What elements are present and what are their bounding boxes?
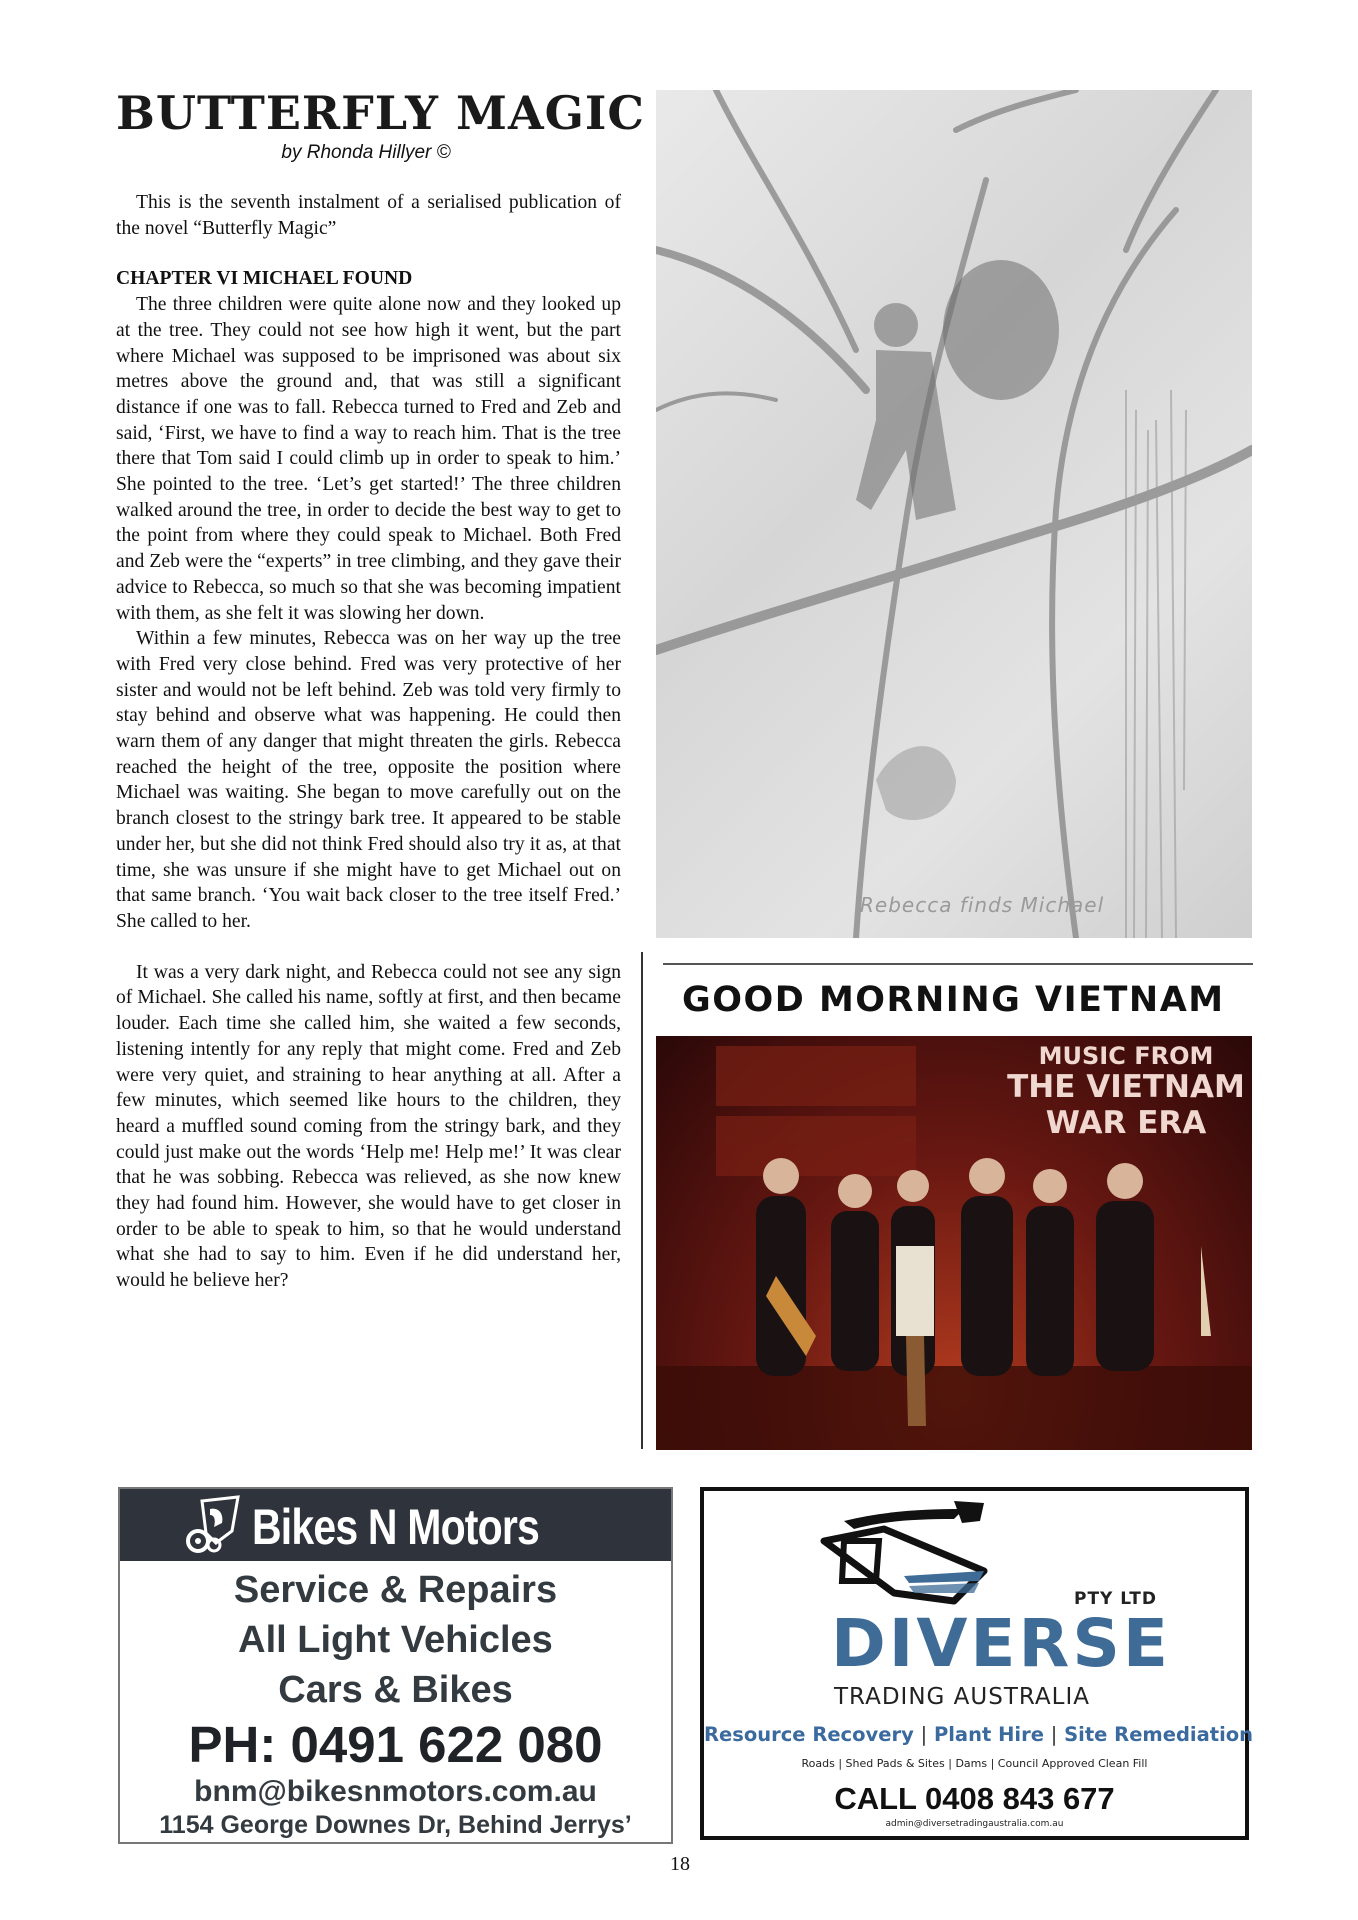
ad-header-bar	[120, 1489, 671, 1561]
body-paragraph: Within a few minutes, Rebecca was on her way up the tree with Fred very close behind. Fred was very protective of her sister and would not be left behind. Zeb was told very firmly to stay behind and observe what was happening. He could then warn them of any danger that might threaten the girls. Rebecca reached the height of the tree, opposite the position where Michael was waiting. She began to move carefully out on the branch closest to the stringy bark tree. It appeared to be stable under her, but she did not think Fred should also try it as, at that time, she was unsure if she might have to get Michael out on that same branch. ‘You wait back closer to the tree itself Fred.’ She called to her.	[116, 628, 621, 932]
ad-separator: |	[1050, 1723, 1058, 1746]
section-divider	[663, 963, 1253, 965]
excavator-logo-icon	[784, 1501, 1084, 1611]
banner-line: MUSIC FROM	[1038, 1042, 1214, 1070]
column-divider	[641, 952, 643, 1449]
ad-service: Site Remediation	[1064, 1723, 1254, 1746]
diverse-trading-ad	[700, 1487, 1254, 1840]
ad-phone: PH: 0491 622 080	[188, 1716, 603, 1773]
band-photo	[656, 1036, 1252, 1450]
ad-service-line: All Light Vehicles	[238, 1619, 553, 1661]
ad-service: Resource Recovery	[704, 1723, 914, 1746]
banner-line: THE VIETNAM	[1007, 1069, 1245, 1105]
ad-details: Roads | Shed Pads & Sites | Dams | Council Approved Clean Fill	[801, 1757, 1148, 1770]
ad-service-line: Cars & Bikes	[278, 1669, 513, 1711]
ad-brand-subtitle: TRADING AUSTRALIA	[834, 1684, 1090, 1710]
bikes-n-motors-ad	[118, 1487, 673, 1844]
illustration-caption: Rebecca finds Michael	[860, 893, 1105, 917]
pencil-sketch-illustration	[656, 90, 1252, 938]
ad-services-line	[704, 1723, 1254, 1746]
ad-service-line: Service & Repairs	[233, 1569, 558, 1611]
body-paragraph: It was a very dark night, and Rebecca could not see any sign of Michael. She called his name, softly at first, and then became louder. Each time she called him, she waited a few seconds, listening intently for any reply that might come. Fred and Zeb were very quiet, and straining to hear anything at all. After a few minutes, which seemed like hours to the children, they heard a muffled sound coming from the stringy bark, and they could just make out the words ‘Help me! Help me!’ It was clear that he was sobbing. Rebecca was relieved, as she now knew they had found him. However, she would have to get closer in order to be able to speak to him, so that he would understand what she had to say to him. Even if he did understand her, would he believe her?	[116, 961, 621, 1292]
feature-heading: GOOD MORNING VIETNAM	[682, 980, 1225, 1020]
body-paragraph: The three children were quite alone now and they looked up at the tree. They could not see how high it went, but the part where Michael was supposed to be imprisoned was about six metres above the ground and, that was still a significant distance if one was to fall. Rebecca turned to Fred and Zeb and said, ‘First, we have to find a way to reach him. That is the tree there that Tom said I could climb up in order to speak to him.’ She pointed to the tree. ‘Let’s get started!’ The three children walked around the tree, in order to decide the best way to get to the point from where they could speak to Michael. Both Fred and Zeb were the “experts” in tree climbing, and they gave their advice to Rebecca, so much so that she was becoming impatient with them, as she felt it was slowing her down.	[116, 294, 621, 624]
intro-paragraph: This is the seventh instalment of a serialised publication of the novel “Butterfly Magic”	[116, 192, 621, 239]
ad-service: Plant Hire	[933, 1723, 1044, 1746]
banner-line: WAR ERA	[1045, 1105, 1207, 1141]
ad-email: admin@diversetradingaustralia.com.au	[885, 1819, 1064, 1829]
ad-pty-ltd: PTY LTD	[1074, 1589, 1158, 1609]
byline: by Rhonda Hillyer ©	[281, 142, 451, 163]
story-title: BUTTERFLY MAGIC	[116, 86, 646, 140]
ad-email: bnm@bikesnmotors.com.au	[194, 1775, 597, 1808]
ad-phone: CALL 0408 843 677	[834, 1781, 1115, 1816]
ad-brand-name: Bikes N Motors	[252, 1499, 539, 1555]
ad-address: 1154 George Downes Dr, Behind Jerrys’	[159, 1811, 632, 1839]
ad-separator: |	[920, 1723, 928, 1746]
chapter-heading: CHAPTER VI MICHAEL FOUND	[116, 268, 413, 290]
article-body	[116, 190, 621, 1294]
tree-sketch-drawing	[656, 90, 1252, 938]
page-number: 18	[670, 1853, 690, 1875]
pegasus-gear-icon	[180, 1493, 250, 1557]
ad-brand-name: DIVERSE	[831, 1605, 1171, 1682]
